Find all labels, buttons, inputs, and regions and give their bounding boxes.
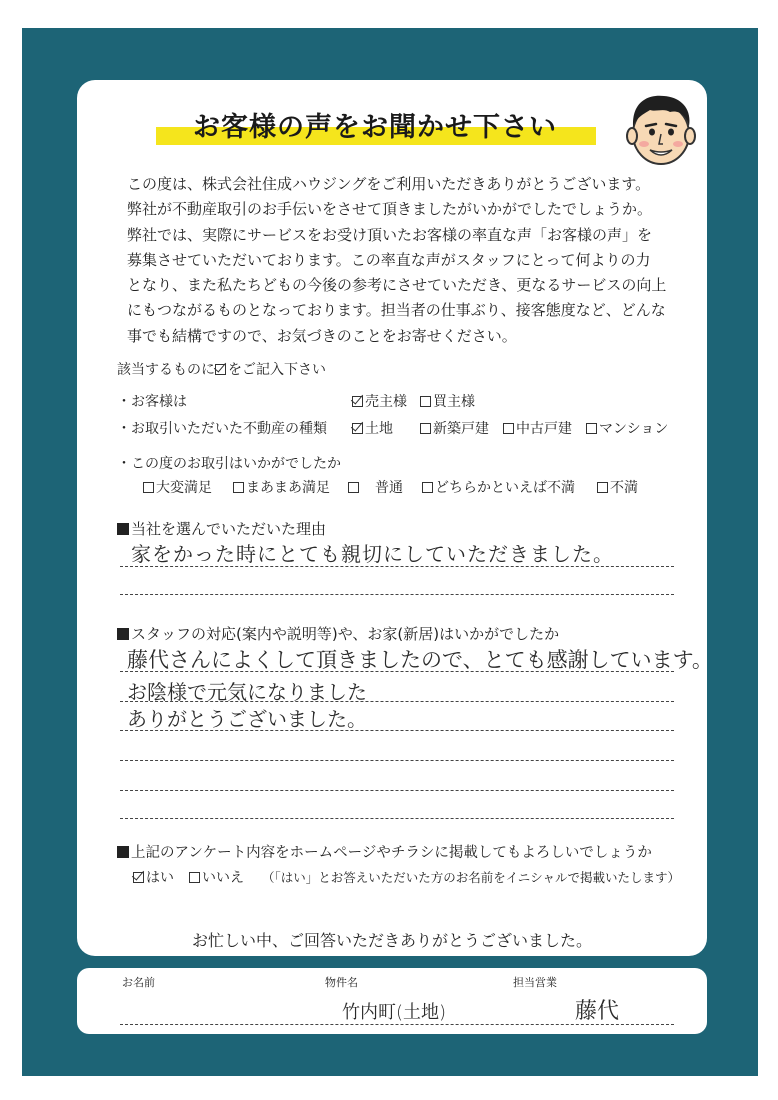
staff-answer-line-2: お陰様で元気になりました bbox=[127, 680, 367, 704]
answer-line bbox=[120, 818, 674, 819]
property-label: 物件名 bbox=[325, 976, 358, 989]
checkbox-icon[interactable] bbox=[420, 423, 431, 434]
option-somewhat-satisfied[interactable]: まあまあ満足 bbox=[233, 477, 330, 497]
publish-note: （「はい」とお答えいただいた方のお名前をイニシャルで掲載いたします） bbox=[262, 870, 681, 885]
answer-line bbox=[120, 790, 674, 791]
check-instruction: 該当するものに をご記入下さい bbox=[117, 362, 326, 378]
option-buyer[interactable]: 買主様 bbox=[420, 391, 475, 411]
answer-line bbox=[120, 730, 674, 731]
checkbox-icon[interactable] bbox=[422, 482, 433, 493]
answer-line bbox=[120, 760, 674, 761]
question-property-label: ・お取引いただいた不動産の種類 bbox=[117, 421, 327, 437]
question-satisfaction-label: ・この度のお取引はいかがでしたか bbox=[117, 456, 341, 472]
checkbox-icon[interactable] bbox=[597, 482, 608, 493]
checkbox-icon[interactable] bbox=[352, 396, 363, 407]
question-customer-label: ・お客様は bbox=[117, 394, 187, 410]
staff-value: 藤代 bbox=[575, 999, 620, 1024]
footer-line bbox=[120, 1024, 674, 1025]
option-new-house[interactable]: 新築戸建 bbox=[420, 418, 489, 438]
smiling-man-face-icon bbox=[620, 88, 702, 170]
option-used-house[interactable]: 中古戸建 bbox=[503, 418, 572, 438]
intro-line: この度は、株式会社住成ハウジングをご利用いただきありがとうございます。 bbox=[127, 175, 651, 193]
title-block bbox=[150, 105, 600, 149]
staff-answer-line-1: 藤代さんによくして頂きましたので、とても感謝しています。 bbox=[127, 648, 713, 672]
checkbox-icon[interactable] bbox=[133, 872, 144, 883]
intro-paragraph bbox=[127, 172, 687, 349]
checkbox-icon bbox=[215, 364, 226, 375]
option-seller[interactable]: 売主様 bbox=[352, 391, 407, 411]
staff-label: 担当営業 bbox=[513, 976, 557, 989]
answer-line bbox=[120, 701, 674, 702]
option-normal[interactable]: 普通 bbox=[348, 477, 403, 497]
checkbox-icon[interactable] bbox=[503, 423, 514, 434]
option-publish-no[interactable]: いいえ bbox=[189, 867, 244, 887]
square-bullet-icon bbox=[117, 846, 129, 858]
section-publish-heading: 上記のアンケート内容をホームページやチラシに掲載してもよろしいでしょうか bbox=[117, 841, 652, 862]
square-bullet-icon bbox=[117, 628, 129, 640]
option-publish-yes[interactable]: はい bbox=[133, 867, 174, 887]
option-rather-dissatisfied[interactable]: どちらかといえば不満 bbox=[422, 477, 575, 497]
option-land[interactable]: 土地 bbox=[352, 418, 393, 438]
checkbox-icon[interactable] bbox=[143, 482, 154, 493]
intro-line: 募集させていただいております。この率直な声がスタッフにとって何よりの力 bbox=[127, 250, 651, 269]
checkbox-icon[interactable] bbox=[189, 872, 200, 883]
square-bullet-icon bbox=[117, 523, 129, 535]
staff-answer-line-3: ありがとうございました。 bbox=[127, 707, 367, 731]
checkbox-icon[interactable] bbox=[352, 423, 363, 434]
checkbox-icon[interactable] bbox=[586, 423, 597, 434]
answer-line bbox=[120, 671, 674, 672]
section-staff-heading: スタッフの対応(案内や説明等)や、お家(新居)はいかがでしたか bbox=[117, 623, 559, 644]
checkbox-icon[interactable] bbox=[420, 396, 431, 407]
option-mansion[interactable]: マンション bbox=[586, 418, 668, 438]
intro-line: 弊社が不動産取引のお手伝いをさせて頂きましたがいかがでしたでしょうか。 bbox=[127, 200, 653, 219]
answer-line bbox=[120, 566, 674, 567]
intro-line: にもつながるものとなっております。担当者の仕事ぶり、接客態度など、どんな bbox=[127, 301, 666, 320]
checkbox-icon[interactable] bbox=[348, 482, 359, 493]
thanks-message: お忙しい中、ご回答いただきありがとうございました。 bbox=[191, 931, 592, 950]
property-value: 竹内町(土地) bbox=[342, 1002, 447, 1023]
option-dissatisfied[interactable]: 不満 bbox=[597, 477, 638, 497]
reason-answer: 家をかった時にとても親切にしていただきました。 bbox=[131, 542, 614, 566]
option-very-satisfied[interactable]: 大変満足 bbox=[143, 477, 212, 497]
intro-line: 弊社では、実際にサービスをお受け頂いたお客様の率直な声「お客様の声」を bbox=[127, 225, 653, 244]
section-reason-heading: 当社を選んでいただいた理由 bbox=[117, 518, 326, 539]
name-label: お名前 bbox=[122, 976, 155, 989]
page-title: お客様の声をお聞かせ下さい bbox=[193, 112, 557, 143]
intro-line: となり、また私たちどもの今後の参考にさせていただき、更なるサービスの向上 bbox=[127, 276, 667, 295]
intro-line: 事でも結構ですので、お気づきのことをお寄せください。 bbox=[127, 326, 517, 345]
answer-line bbox=[120, 594, 674, 595]
checkbox-icon[interactable] bbox=[233, 482, 244, 493]
